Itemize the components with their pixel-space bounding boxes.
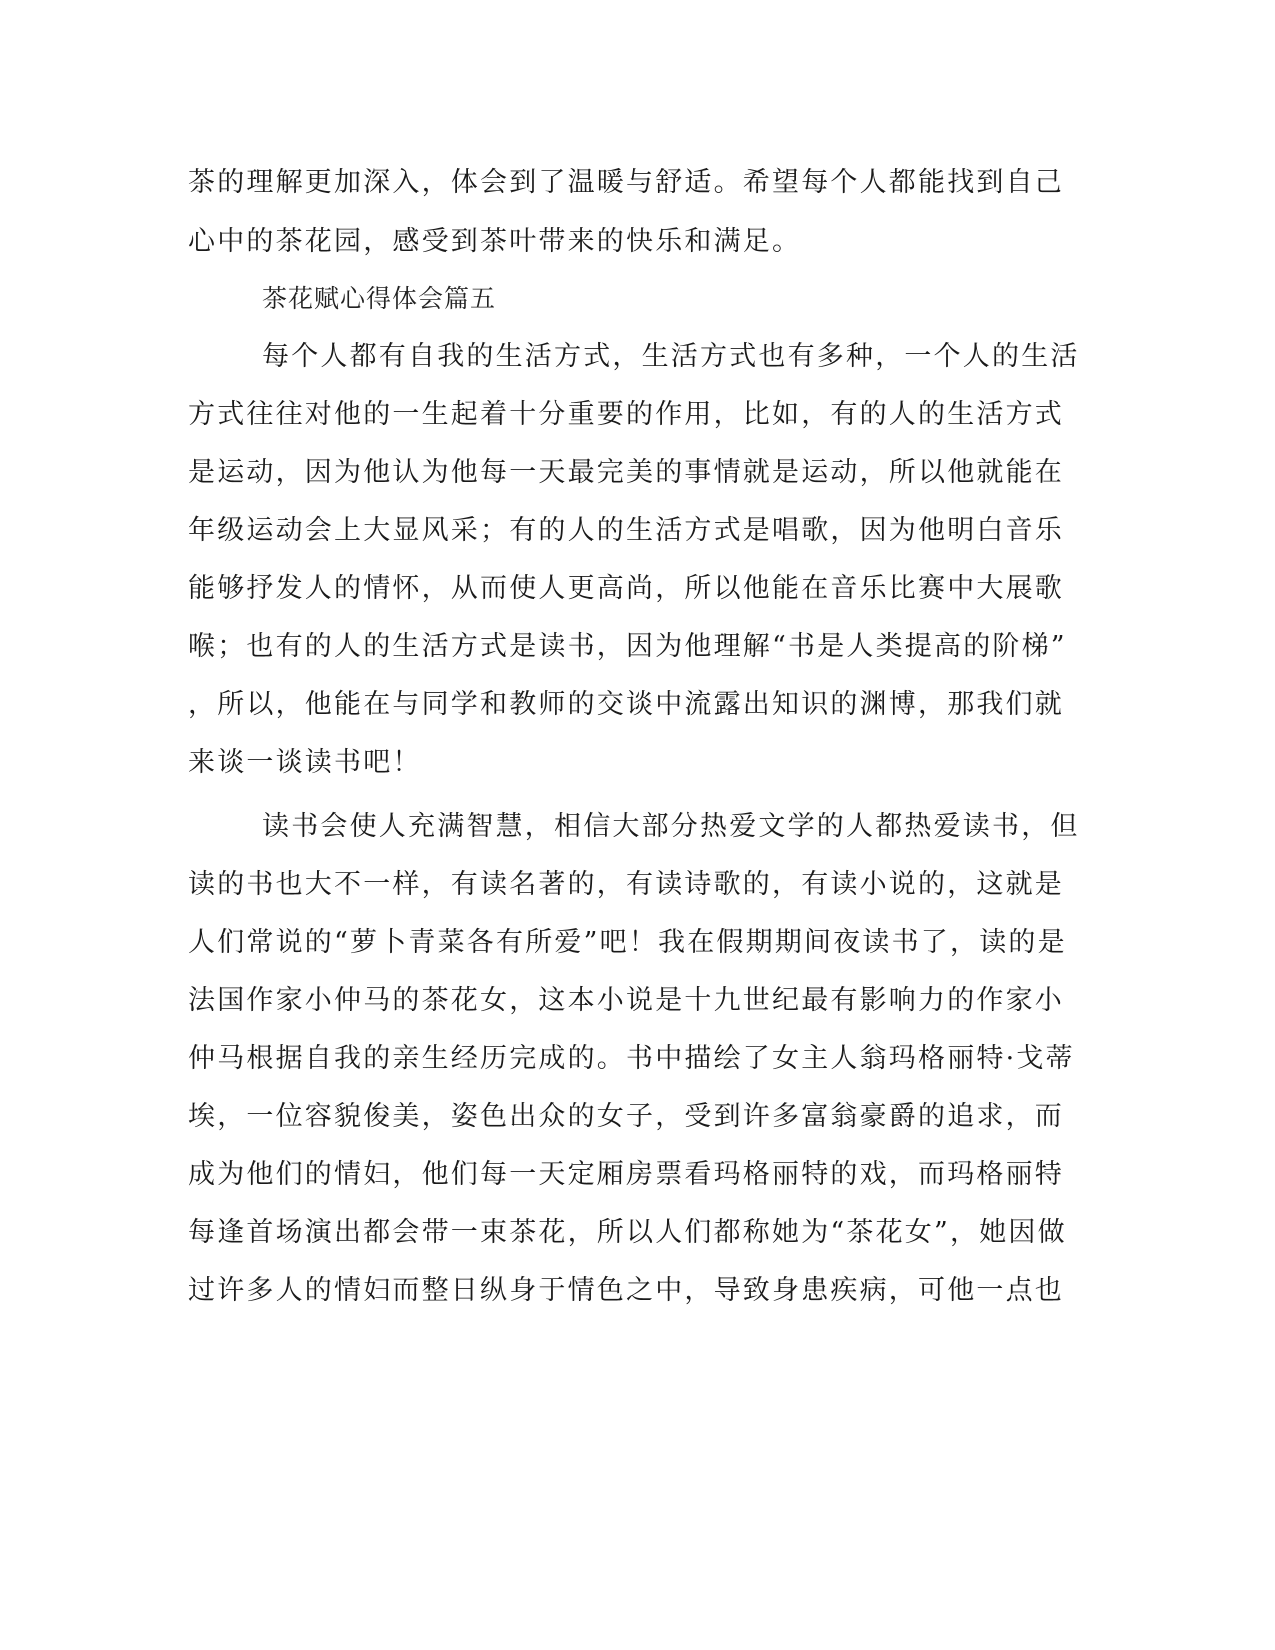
paragraph-2-line: 成为他们的情妇，他们每一天定厢房票看玛格丽特的戏，而玛格丽特 xyxy=(188,1159,1064,1190)
paragraph-1-line: 来谈一谈读书吧！ xyxy=(188,747,422,778)
paragraph-1-line: 方式往往对他的一生起着十分重要的作用，比如，有的人的生活方式 xyxy=(188,399,1064,430)
section-heading: 茶花赋心得体会篇五 xyxy=(262,284,497,313)
paragraph-1-line: 每个人都有自我的生活方式，生活方式也有多种，一个人的生活 xyxy=(262,341,1080,372)
paragraph-1-line: ，所以，他能在与同学和教师的交谈中流露出知识的渊博，那我们就 xyxy=(188,689,1064,720)
paragraph-1-line: 年级运动会上大显风采；有的人的生活方式是唱歌，因为他明白音乐 xyxy=(188,515,1064,546)
paragraph-2-line: 法国作家小仲马的茶花女，这本小说是十九世纪最有影响力的作家小 xyxy=(188,985,1064,1016)
paragraph-2-line: 仲马根据自我的亲生经历完成的。书中描绘了女主人翁玛格丽特·戈蒂 xyxy=(188,1043,1075,1074)
paragraph-1-line: 是运动，因为他认为他每一天最完美的事情就是运动，所以他就能在 xyxy=(188,457,1064,488)
paragraph-2-line: 读的书也大不一样，有读名著的，有读诗歌的，有读小说的，这就是 xyxy=(188,869,1064,900)
paragraph-1-line: 喉；也有的人的生活方式是读书，因为他理解“书是人类提高的阶梯” xyxy=(188,631,1067,662)
paragraph-2-line: 人们常说的“萝卜青菜各有所爱”吧！我在假期期间夜读书了，读的是 xyxy=(188,927,1067,958)
prev-paragraph-line: 茶的理解更加深入，体会到了温暖与舒适。希望每个人都能找到自己 xyxy=(188,167,1064,198)
paragraph-2-line: 埃，一位容貌俊美，姿色出众的女子，受到许多富翁豪爵的追求，而 xyxy=(188,1101,1064,1132)
paragraph-2-line: 每逢首场演出都会带一束茶花，所以人们都称她为“茶花女”，她因做 xyxy=(188,1217,1067,1248)
paragraph-1-line: 能够抒发人的情怀，从而使人更高尚，所以他能在音乐比赛中大展歌 xyxy=(188,573,1064,604)
prev-paragraph-line: 心中的茶花园，感受到茶叶带来的快乐和满足。 xyxy=(188,226,802,257)
paragraph-2-line: 读书会使人充满智慧，相信大部分热爱文学的人都热爱读书，但 xyxy=(262,811,1080,842)
paragraph-2-line: 过许多人的情妇而整日纵身于情色之中，导致身患疾病，可他一点也 xyxy=(188,1275,1064,1306)
